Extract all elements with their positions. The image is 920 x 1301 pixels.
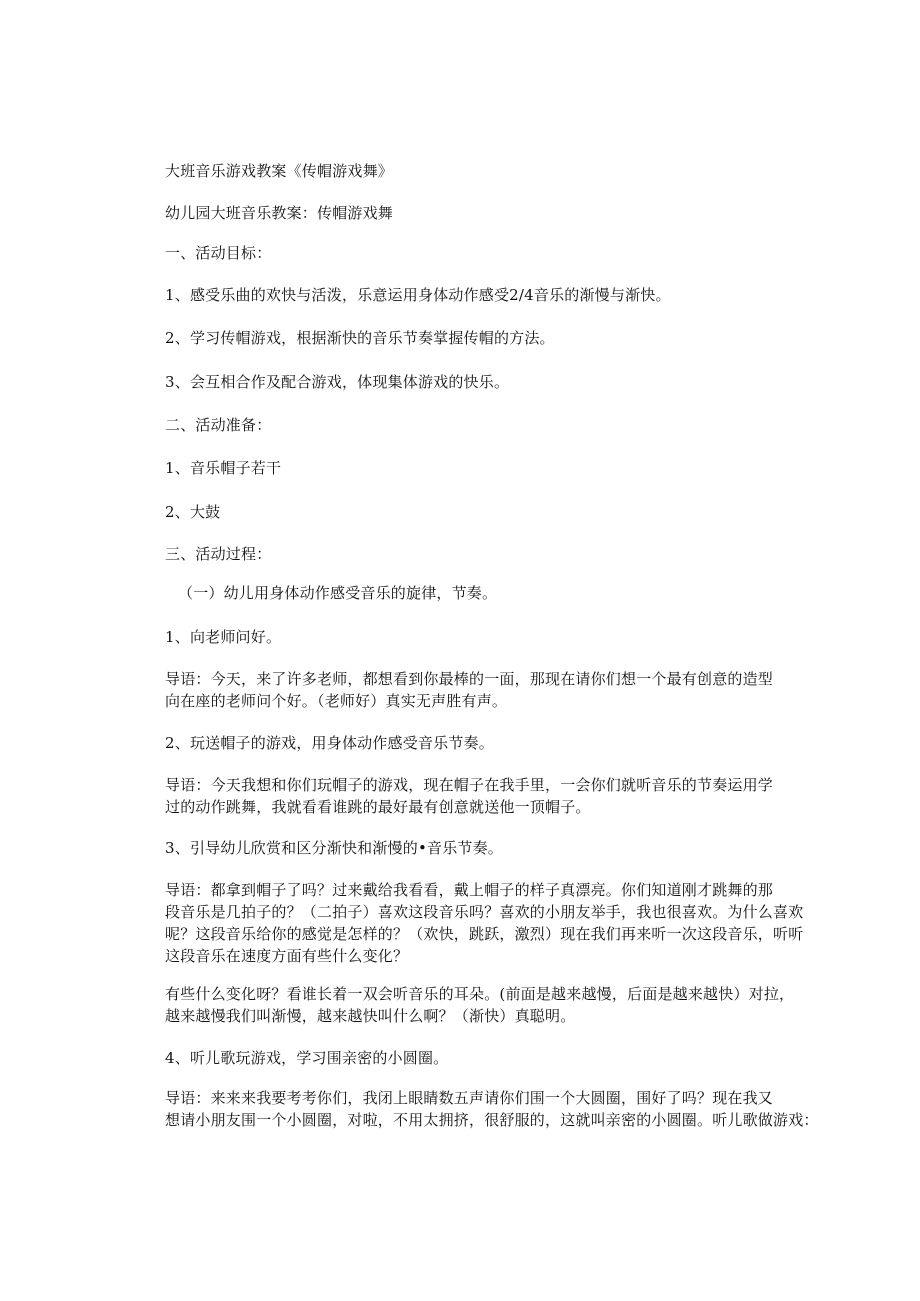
part-heading-1: （一）幼儿用身体动作感受音乐的旋律，节奏。 <box>178 584 498 602</box>
guide-paragraph-4-line-2: 越来越慢我们叫渐慢，越来越快叫什么啊？（渐快）真聪明。 <box>165 1007 576 1025</box>
guide-paragraph-3-line-1: 导语：都拿到帽子了吗？过来戴给我看看，戴上帽子的样子真漂亮。你们知道刚才跳舞的那 <box>165 881 774 899</box>
document-subtitle: 幼儿园大班音乐教案：传帽游戏舞 <box>165 204 394 222</box>
goal-item-3: 3、会互相合作及配合游戏，体现集体游戏的快乐。 <box>165 373 510 391</box>
section-heading-process: 三、活动过程： <box>165 545 272 563</box>
section-heading-goals: 一、活动目标： <box>165 244 272 262</box>
guide-paragraph-3-line-2: 段音乐是几拍子的？（二拍子）喜欢这段音乐吗？喜欢的小朋友举手，我也很喜欢。为什么喜欢 <box>165 903 804 921</box>
section-heading-preparation: 二、活动准备： <box>165 416 272 434</box>
guide-paragraph-5-line-2: 想请小朋友围一个小圆圈，对啦，不用太拥挤，很舒服的，这就叫亲密的小圆圈。听儿歌做游戏： <box>165 1111 819 1129</box>
prep-item-1: 1、音乐帽子若干 <box>165 459 282 477</box>
guide-paragraph-3-line-3: 呢？这段音乐给你的感觉是怎样的？（欢快，跳跃，激烈）现在我们再来听一次这段音乐，听听 <box>165 925 804 943</box>
guide-paragraph-3-line-4: 这段音乐在速度方面有些什么变化？ <box>165 947 409 965</box>
guide-paragraph-1-line-1: 导语：今天，来了许多老师，都想看到你最棒的一面，那现在请你们想一个最有创意的造型 <box>165 670 774 688</box>
step-item-4: 4、听儿歌玩游戏，学习围亲密的小圆圈。 <box>165 1049 449 1067</box>
guide-paragraph-5-line-1: 导语：来来来我要考考你们，我闭上眼睛数五声请你们围一个大圆圈，围好了吗？现在我又 <box>165 1089 774 1107</box>
guide-paragraph-2-line-2: 过的动作跳舞，我就看看谁跳的最好最有创意就送他一顶帽子。 <box>165 798 591 816</box>
guide-paragraph-4-line-1: 有些什么变化呀？看谁长着一双会听音乐的耳朵。(前面是越来越慢，后面是越来越快）对拉， <box>165 985 795 1003</box>
guide-paragraph-1-line-2: 向在座的老师问个好。（老师好）真实无声胜有声。 <box>165 692 508 710</box>
prep-item-2: 2、大鼓 <box>165 503 221 521</box>
step-item-3: 3、引导幼儿欣赏和区分渐快和渐慢的•音乐节奏。 <box>165 839 503 857</box>
document-title: 大班音乐游戏教案《传帽游戏舞》 <box>165 162 394 180</box>
goal-item-1: 1、感受乐曲的欢快与活泼，乐意运用身体动作感受2/4音乐的渐慢与渐快。 <box>165 286 671 304</box>
guide-paragraph-2-line-1: 导语：今天我想和你们玩帽子的游戏，现在帽子在我手里，一会你们就听音乐的节奏运用学 <box>165 776 774 794</box>
step-item-2: 2、玩送帽子的游戏，用身体动作感受音乐节奏。 <box>165 734 494 752</box>
goal-item-2: 2、学习传帽游戏，根据渐快的音乐节奏掌握传帽的方法。 <box>165 329 555 347</box>
step-item-1: 1、向老师问好。 <box>165 628 282 646</box>
